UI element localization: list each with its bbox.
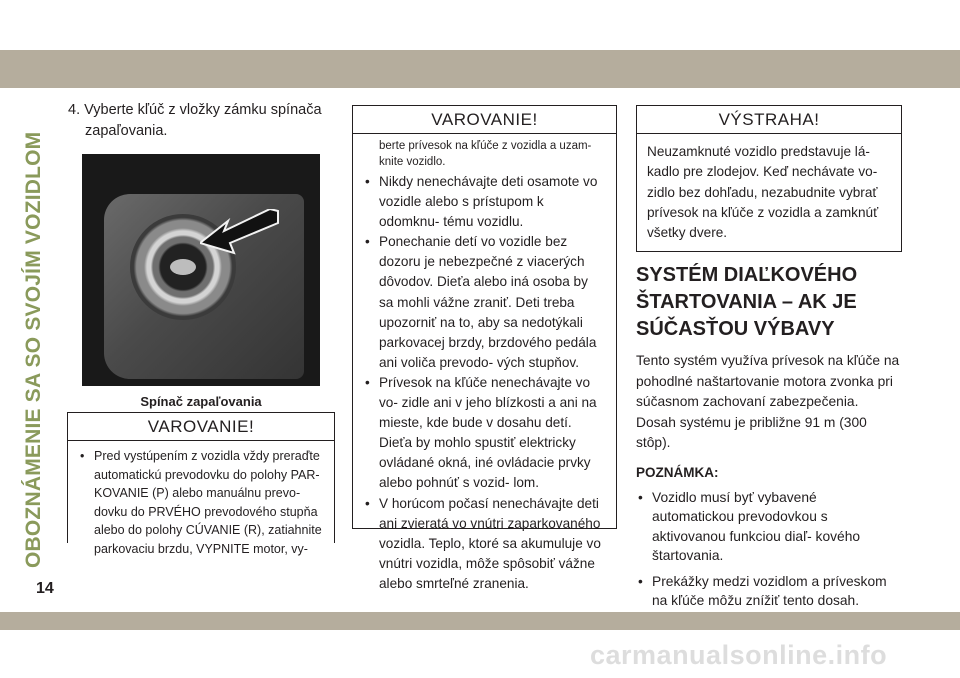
note-item: • Prekážky medzi vozidlom a príveskom na kľúče môžu znížiť tento dosah.: [636, 572, 902, 611]
left-column: [68, 100, 334, 409]
warning-item: • Prívesok na kľúče nenechávajte vo vo- zidle ani v jeho blízkosti a ani na mieste, kde bude v dosahu detí. Dieťa by mohlo spustiť elektricky ovládané okná, iné ovládacie prvky alebo pohnúť s vozid- lom.: [363, 373, 606, 494]
header-band: [0, 50, 960, 88]
caution-title: VÝSTRAHA!: [637, 106, 901, 134]
note-list: [636, 488, 902, 611]
warning-item: • Nikdy nenechávajte deti osamote vo vozidle alebo s prístupom k odomknu- tému vozidlu.: [363, 172, 606, 232]
caution-box: [636, 105, 902, 252]
warning-item: • Ponechanie detí vo vozidle bez dozoru je nebezpečné z viacerých dôvodov. Dieťa alebo iná osoba by sa mohli vážne zraniť. Deti treba upozorniť na to, aby sa nedotýkali parkovacej brzdy, brzdového pedála ani voliča prevodo- vých stupňov.: [363, 232, 606, 373]
footer-band: [0, 612, 960, 630]
photo-caption: Spínač zapaľovania: [140, 394, 262, 409]
warning-item: • V horúcom počasí nenechávajte deti ani zvieratá vo vnútri zaparkovaného vozidla. Teplo, ktoré sa akumuluje vo vnútri vozidla, môže spôsobiť vážne alebo smrteľné zranenia.: [363, 494, 606, 594]
ignition-switch-photo: [82, 154, 320, 386]
section-paragraph: Tento systém využíva prívesok na kľúče na pohodlné naštartovanie motora zvonka pri súčasnom zachovaní zabezpečenia. Dosah systému je približne 91 m (300 stôp).: [636, 353, 900, 451]
warning-box-middle: [352, 105, 617, 591]
section-heading: SYSTÉM DIAĽKOVÉHO ŠTARTOVANIA – AK JE SÚČASŤOU VÝBAVY: [636, 264, 858, 341]
right-column: [636, 105, 902, 617]
warning-title: VAROVANIE!: [68, 413, 334, 441]
caution-text: Neuzamknuté vozidlo predstavuje lá- kadlo pre zlodejov. Keď nechávate vo- zidlo bez dohľadu, nezabudnite vybrať prívesok na kľúče z vozidla a zamknúť všetky dvere.: [647, 144, 879, 241]
warning-continuation: berte prívesok na kľúče z vozidla a uzam- knite vozidlo.: [379, 140, 592, 168]
pointer-arrow-icon: [200, 209, 280, 259]
key-slot: [170, 259, 196, 275]
step-4-text: 4. Vyberte kľúč z vložky zámku spínača zapaľovania.: [68, 102, 322, 139]
note-item: • Vozidlo musí byť vybavené automatickou prevodovkou s aktivovanou funkciou diaľ- kového štartovania.: [636, 488, 902, 566]
warning-item: • Pred vystúpením z vozidla vždy preraďte automatickú prevodovku do polohy PAR- KOVANIE (P) alebo manuálnu prevo- dovku do PRVÉHO prevodového stupňa alebo do polohy CÚVANIE (R), zatiahnite parkovaciu brzdu, VYPNITE motor, vy-: [78, 447, 324, 558]
warning-box-left: [67, 412, 335, 556]
page-number: 14: [36, 580, 54, 597]
note-heading: POZNÁMKA:: [636, 464, 719, 480]
chapter-side-title: OBOZNÁMENIE SA SO SVOJÍM VOZIDLOM: [22, 131, 45, 568]
watermark-text: carmanualsonline.info: [590, 640, 888, 670]
warning-title: VAROVANIE!: [353, 106, 616, 134]
